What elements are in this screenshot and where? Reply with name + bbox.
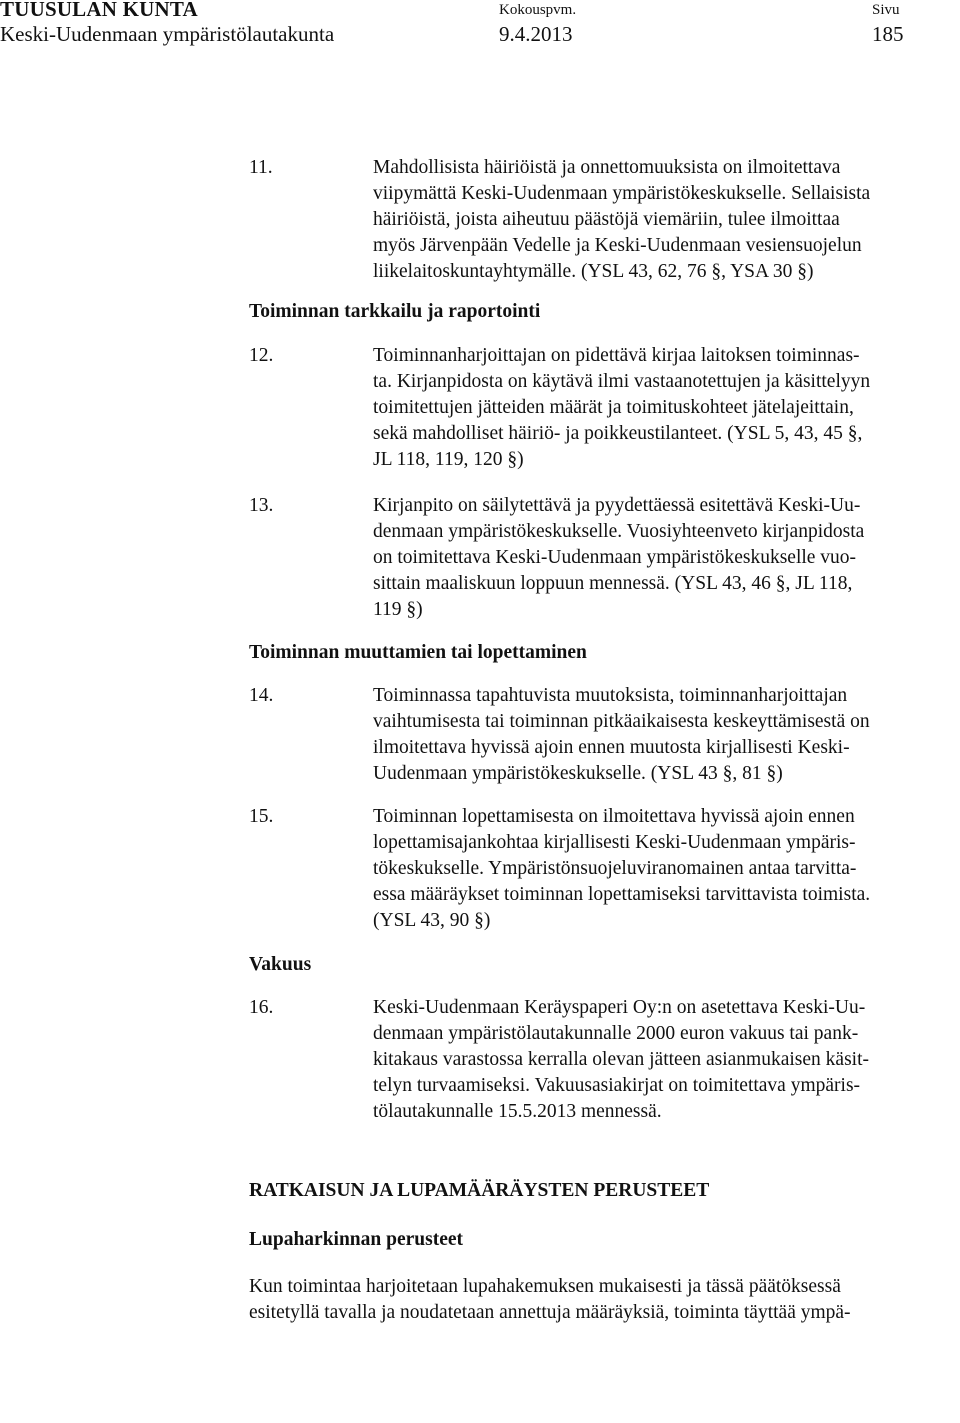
meeting-date-label: Kokouspvm. (499, 2, 577, 18)
heading-monitoring: Toiminnan tarkkailu ja raportointi (249, 301, 541, 322)
regulation-item-14 (249, 683, 960, 787)
item-number: 14. (249, 685, 274, 706)
item-text: Mahdollisista häiriöistä ja onnettomuuksista on ilmoitettava viipymättä Keski-Uudenmaan ympäristökeskukselle. Sellaisista häiriöistä, joista aiheutuu päästöjä viemäriin, tulee ilmoittaa myös Järvenpään Vedelle ja Keski-Uudenmaan vesiensuojelun liikelaitoskuntayhtymälle. (YSL 43, 62, 76 §, YSA 30 §) (373, 157, 871, 282)
item-text: Keski-Uudenmaan Keräyspaperi Oy:n on asetettava Keski-Uu- denmaan ympäristölautakunnalle 2000 euron vakuus tai pank- kitakaus varastossa kerralla olevan jätteen asianmukaisen käsit- telyn turvaamiseksi. Vakuusasiakirjat on toimitettava ympäris- tölautakunnalle 15.5.2013 mennessä. (373, 997, 869, 1122)
item-text: Toiminnan lopettamisesta on ilmoitettava hyvissä ajoin ennen lopettamisajankohtaa kirjallisesti Keski-Uudenmaan ympäris- tökeskukselle. Ympäristönsuojeluviranomainen antaa tarvitta- essa määräykset toiminnan lopettamiseksi tarvittavista toimista. (YSL 43, 90 §) (373, 806, 871, 931)
section-subtitle: Lupaharkinnan perusteet (249, 1229, 464, 1250)
document-header (0, 0, 960, 50)
board-name: Keski-Uudenmaan ympäristölautakunta (0, 22, 335, 46)
item-number: 16. (249, 997, 274, 1018)
item-number: 13. (249, 495, 274, 516)
regulation-item-11 (249, 155, 960, 285)
regulation-item-15 (249, 804, 960, 934)
item-text: Toiminnassa tapahtuvista muutoksista, toiminnanharjoittajan vaihtumisesta tai toiminnan pitkäaikaisesta keskeyttämisestä on ilmoitettava hyvissä ajoin ennen muutosta kirjallisesti Keski- Uudenmaan ympäristökeskukselle. (YSL 43 §, 81 §) (373, 685, 870, 784)
page-label: Sivu (872, 2, 900, 18)
page-number: 185 (872, 22, 904, 46)
section-title: RATKAISUN JA LUPAMÄÄRÄYSTEN PERUSTEET (249, 1180, 710, 1201)
organization-name: TUUSULAN KUNTA (0, 0, 198, 21)
heading-change: Toiminnan muuttamien tai lopettaminen (249, 642, 587, 663)
item-text: Toiminnanharjoittajan on pidettävä kirjaa laitoksen toiminnas- ta. Kirjanpidosta on käytävä ilmi vastaanotettujen ja käsittelyyn toimitettujen jätteiden määrät ja toimituskohteet jätelajeittain, sekä mahdolliset häiriö- ja poikkeustilanteet. (YSL 5, 43, 45 §, JL 118, 119, 120 §) (373, 345, 871, 470)
regulation-item-13 (249, 493, 960, 623)
item-number: 15. (249, 806, 274, 827)
heading-security: Vakuus (249, 954, 312, 975)
meeting-date: 9.4.2013 (499, 22, 573, 46)
section-paragraph: Kun toimintaa harjoitetaan lupahakemuksen mukaisesti ja tässä päätöksessä esitetyllä tavalla ja noudatetaan annettuja määräyksiä, toiminta täyttää ympä- (249, 1276, 851, 1323)
regulation-item-16 (249, 995, 960, 1125)
item-number: 11. (249, 157, 273, 178)
regulation-item-12 (249, 343, 960, 473)
item-number: 12. (249, 345, 274, 366)
item-text: Kirjanpito on säilytettävä ja pyydettäessä esitettävä Keski-Uu- denmaan ympäristökeskukselle. Vuosiyhteenveto kirjanpidosta on toimitettava Keski-Uudenmaan ympäristökeskukselle vuo- sittain maaliskuun loppuun mennessä. (YSL 43, 46 §, JL 118, 119 §) (373, 495, 865, 620)
document-body (249, 155, 960, 1326)
